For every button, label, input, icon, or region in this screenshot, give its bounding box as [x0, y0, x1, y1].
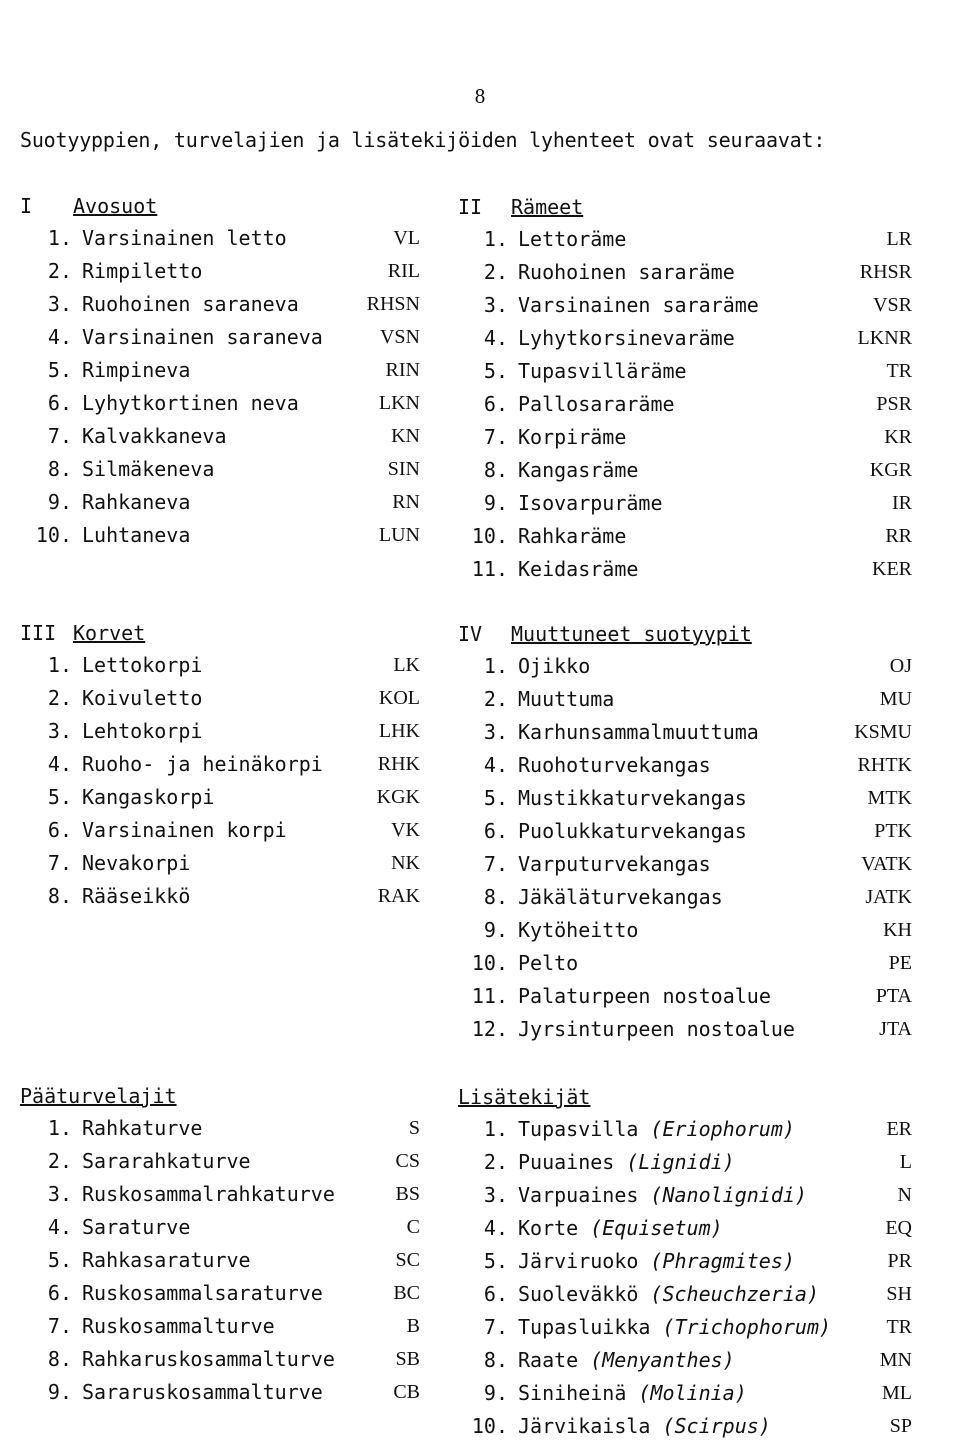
- item-number: 3.: [47, 1182, 72, 1206]
- item-latin-name: (Eriophorum): [650, 1117, 795, 1141]
- section-roman: II: [458, 195, 483, 219]
- item-name: Varsinainen letto: [82, 226, 287, 250]
- section-title: Pääturvelajit: [20, 1084, 177, 1108]
- item-abbreviation: KN: [391, 425, 420, 447]
- item-number: 3.: [483, 1183, 508, 1207]
- item-name: Nevakorpi: [82, 851, 191, 875]
- list-item: [20, 847, 420, 880]
- list-item: [20, 1244, 420, 1277]
- item-number: 8.: [483, 1348, 508, 1372]
- item-abbreviation: KSMU: [854, 721, 912, 743]
- item-abbreviation: MU: [879, 688, 912, 710]
- item-abbreviation: VATK: [861, 853, 912, 875]
- item-number: 8.: [47, 457, 72, 481]
- item-number: 1.: [47, 226, 72, 250]
- list-item: [458, 388, 912, 421]
- page-number: 8: [474, 84, 486, 108]
- item-abbreviation: LK: [393, 654, 420, 676]
- section-title: Rämeet: [511, 195, 584, 219]
- item-name: Ruoho- ja heinäkorpi: [82, 752, 323, 776]
- list-item: [20, 354, 420, 387]
- item-number: 4.: [483, 753, 508, 777]
- item-abbreviation: RR: [885, 525, 912, 547]
- item-number: 5.: [47, 785, 72, 809]
- section-title: Korvet: [73, 621, 146, 645]
- list-item: [458, 650, 912, 683]
- list-item: [20, 453, 420, 486]
- item-abbreviation: C: [406, 1216, 420, 1238]
- list-item: [458, 881, 912, 914]
- item-number: 8.: [483, 458, 508, 482]
- list-item: [458, 355, 912, 388]
- item-name: Tupasvilläräme: [518, 359, 687, 383]
- item-abbreviation: VL: [393, 227, 420, 249]
- item-abbreviation: KGK: [376, 786, 420, 808]
- list-item: [458, 487, 912, 520]
- item-number: 3.: [483, 720, 508, 744]
- item-name: Puolukkaturvekangas: [518, 819, 747, 843]
- item-number: 9.: [483, 1381, 508, 1405]
- item-number: 9.: [47, 1380, 72, 1404]
- section-paaturvelajit: [20, 1080, 420, 1409]
- abbreviation-list: [458, 1113, 912, 1443]
- item-number: 11.: [471, 984, 508, 1008]
- item-abbreviation: LR: [886, 228, 912, 250]
- item-abbreviation: BS: [395, 1183, 420, 1205]
- section-heading: [20, 617, 420, 649]
- item-abbreviation: IR: [892, 492, 912, 514]
- item-number: 2.: [483, 260, 508, 284]
- item-number: 3.: [483, 293, 508, 317]
- item-abbreviation: N: [897, 1184, 912, 1206]
- item-number: 7.: [47, 424, 72, 448]
- list-item: [458, 1410, 912, 1443]
- list-item: [458, 520, 912, 553]
- item-number: 5.: [47, 358, 72, 382]
- item-abbreviation: VK: [391, 819, 420, 841]
- item-number: 2.: [47, 686, 72, 710]
- list-item: [20, 781, 420, 814]
- item-abbreviation: MN: [879, 1349, 912, 1371]
- item-abbreviation: KOL: [378, 687, 420, 709]
- item-number: 8.: [47, 884, 72, 908]
- item-number: 1.: [483, 654, 508, 678]
- item-number: 9.: [47, 490, 72, 514]
- list-item: [20, 1343, 420, 1376]
- item-number: 9.: [483, 918, 508, 942]
- item-name: Kangaskorpi: [82, 785, 215, 809]
- item-latin-name: (Nanolignidi): [650, 1183, 807, 1207]
- item-abbreviation: OJ: [889, 655, 912, 677]
- abbreviation-list: [458, 223, 912, 586]
- item-abbreviation: PTK: [874, 820, 912, 842]
- item-name: Rahkaturve: [82, 1116, 203, 1140]
- list-item: [458, 322, 912, 355]
- list-item: [458, 1179, 912, 1212]
- item-number: 1.: [483, 227, 508, 251]
- item-number: 10.: [471, 1414, 508, 1438]
- item-abbreviation: RAK: [377, 885, 420, 907]
- item-abbreviation: RIN: [385, 359, 420, 381]
- list-item: [458, 749, 912, 782]
- item-abbreviation: RHK: [377, 753, 420, 775]
- list-item: [458, 782, 912, 815]
- list-item: [458, 223, 912, 256]
- item-name: Ruohoinen sararäme: [518, 260, 735, 284]
- item-abbreviation: PR: [887, 1250, 912, 1272]
- list-item: [458, 289, 912, 322]
- item-name: Rimpineva: [82, 358, 191, 382]
- item-number: 11.: [471, 557, 508, 581]
- list-item: [20, 1376, 420, 1409]
- list-item: [458, 454, 912, 487]
- item-name: Rahkaräme: [518, 524, 627, 548]
- item-abbreviation: SH: [886, 1283, 912, 1305]
- item-name: Ruskosammalsaraturve: [82, 1281, 323, 1305]
- list-item: [20, 1277, 420, 1310]
- item-name: Rahkasaraturve: [82, 1248, 251, 1272]
- list-item: [458, 1113, 912, 1146]
- abbreviation-list: [20, 222, 420, 552]
- item-number: 8.: [483, 885, 508, 909]
- item-number: 5.: [483, 359, 508, 383]
- item-name: Varputurvekangas: [518, 852, 711, 876]
- item-latin-name: (Equisetum): [590, 1216, 723, 1240]
- list-item: [458, 1245, 912, 1278]
- item-abbreviation: JTA: [879, 1018, 912, 1040]
- item-number: 7.: [483, 852, 508, 876]
- list-item: [458, 683, 912, 716]
- section-korvet: [20, 617, 420, 913]
- item-latin-name: (Lignidi): [626, 1150, 735, 1174]
- item-number: 6.: [483, 1282, 508, 1306]
- list-item: [458, 1146, 912, 1179]
- item-name: Saraturve: [82, 1215, 191, 1239]
- item-number: 6.: [47, 1281, 72, 1305]
- item-number: 5.: [47, 1248, 72, 1272]
- item-name: Lyhytkortinen neva: [82, 391, 299, 415]
- item-abbreviation: ML: [882, 1382, 912, 1404]
- list-item: [458, 1344, 912, 1377]
- list-item: [20, 420, 420, 453]
- list-item: [20, 1112, 420, 1145]
- list-item: [20, 519, 420, 552]
- item-name: Puuaines: [518, 1150, 615, 1174]
- item-name: Varsinainen korpi: [82, 818, 287, 842]
- item-abbreviation: RN: [392, 491, 420, 513]
- item-abbreviation: KGR: [869, 459, 912, 481]
- item-number: 10.: [471, 524, 508, 548]
- item-abbreviation: NK: [391, 852, 420, 874]
- item-abbreviation: CS: [395, 1150, 420, 1172]
- list-item: [458, 1377, 912, 1410]
- item-number: 5.: [483, 1249, 508, 1273]
- item-abbreviation: KR: [884, 426, 912, 448]
- item-number: 5.: [483, 786, 508, 810]
- item-name: Raate: [518, 1348, 579, 1372]
- item-number: 10.: [471, 951, 508, 975]
- item-abbreviation: LKN: [378, 392, 420, 414]
- item-latin-name: (Molinia): [638, 1381, 747, 1405]
- abbreviation-list: [20, 1112, 420, 1409]
- item-abbreviation: LHK: [378, 720, 420, 742]
- list-item: [458, 716, 912, 749]
- item-number: 1.: [47, 653, 72, 677]
- item-number: 6.: [47, 818, 72, 842]
- item-number: 6.: [483, 819, 508, 843]
- item-abbreviation: RHSR: [859, 261, 912, 283]
- item-number: 4.: [47, 1215, 72, 1239]
- item-name: Lyhytkorsinevaräme: [518, 326, 735, 350]
- item-abbreviation: CB: [393, 1381, 420, 1403]
- item-latin-name: (Trichophorum): [662, 1315, 832, 1339]
- item-number: 1.: [47, 1116, 72, 1140]
- abbreviation-list: [458, 650, 912, 1046]
- item-abbreviation: TR: [886, 1316, 912, 1338]
- list-item: [20, 1178, 420, 1211]
- section-heading: [20, 190, 420, 222]
- item-name: Tupasvilla: [518, 1117, 639, 1141]
- item-name: Jyrsinturpeen nostoalue: [518, 1017, 795, 1041]
- item-abbreviation: SC: [395, 1249, 420, 1271]
- item-abbreviation: LKNR: [857, 327, 912, 349]
- item-name: Järviruoko: [518, 1249, 639, 1273]
- item-number: 7.: [483, 425, 508, 449]
- list-item: [458, 553, 912, 586]
- item-name: Pelto: [518, 951, 579, 975]
- section-heading: [458, 1081, 912, 1113]
- item-number: 4.: [47, 752, 72, 776]
- item-name: Kytöheitto: [518, 918, 639, 942]
- item-abbreviation: RIL: [387, 260, 420, 282]
- item-number: 4.: [47, 325, 72, 349]
- item-name: Lettokorpi: [82, 653, 203, 677]
- list-item: [20, 814, 420, 847]
- item-number: 1.: [483, 1117, 508, 1141]
- item-name: Ruskosammalrahkaturve: [82, 1182, 335, 1206]
- item-number: 10.: [35, 523, 72, 547]
- item-name: Mustikkaturvekangas: [518, 786, 747, 810]
- item-abbreviation: VSN: [379, 326, 420, 348]
- list-item: [20, 387, 420, 420]
- list-item: [20, 255, 420, 288]
- section-heading: [458, 618, 912, 650]
- item-number: 7.: [47, 851, 72, 875]
- item-abbreviation: TR: [886, 360, 912, 382]
- item-abbreviation: EQ: [885, 1217, 912, 1239]
- item-latin-name: (Menyanthes): [590, 1348, 735, 1372]
- list-item: [458, 421, 912, 454]
- item-number: 12.: [471, 1017, 508, 1041]
- item-abbreviation: L: [899, 1151, 912, 1173]
- item-abbreviation: KH: [883, 919, 912, 941]
- item-latin-name: (Scirpus): [662, 1414, 771, 1438]
- item-abbreviation: S: [408, 1117, 420, 1139]
- list-item: [458, 1212, 912, 1245]
- list-item: [20, 486, 420, 519]
- item-name: Siniheinä: [518, 1381, 627, 1405]
- list-item: [458, 914, 912, 947]
- list-item: [20, 222, 420, 255]
- item-number: 4.: [483, 326, 508, 350]
- item-number: 2.: [47, 1149, 72, 1173]
- item-name: Varpuaines: [518, 1183, 639, 1207]
- item-name: Luhtaneva: [82, 523, 191, 547]
- item-name: Sararuskosammalturve: [82, 1380, 323, 1404]
- item-name: Jäkäläturvekangas: [518, 885, 723, 909]
- item-abbreviation: PE: [888, 952, 912, 974]
- item-number: 2.: [483, 1150, 508, 1174]
- intro-heading: Suotyyppien, turvelajien ja lisätekijöiden lyhenteet ovat seuraavat:: [20, 128, 826, 152]
- section-title: Muuttuneet suotyypit: [511, 622, 752, 646]
- item-name: Lettoräme: [518, 227, 627, 251]
- item-abbreviation: VSR: [873, 294, 912, 316]
- item-number: 2.: [483, 687, 508, 711]
- item-name: Rääseikkö: [82, 884, 191, 908]
- list-item: [20, 1310, 420, 1343]
- list-item: [458, 1278, 912, 1311]
- list-item: [20, 748, 420, 781]
- item-latin-name: (Scheuchzeria): [650, 1282, 819, 1306]
- item-name: Palaturpeen nostoalue: [518, 984, 771, 1008]
- item-abbreviation: JATK: [865, 886, 912, 908]
- item-number: 7.: [483, 1315, 508, 1339]
- item-name: Varsinainen sararäme: [518, 293, 759, 317]
- item-abbreviation: PSR: [876, 393, 912, 415]
- item-name: Sararahkaturve: [82, 1149, 251, 1173]
- item-abbreviation: PTA: [875, 985, 912, 1007]
- list-item: [20, 649, 420, 682]
- item-abbreviation: SIN: [387, 458, 420, 480]
- item-abbreviation: BC: [393, 1282, 420, 1304]
- item-name: Tupasluikka: [518, 1315, 651, 1339]
- item-number: 6.: [47, 391, 72, 415]
- item-latin-name: (Phragmites): [650, 1249, 795, 1273]
- section-title: Lisätekijät: [458, 1085, 591, 1109]
- item-name: Korte: [518, 1216, 579, 1240]
- item-name: Keidasräme: [518, 557, 639, 581]
- item-name: Karhunsammalmuuttuma: [518, 720, 759, 744]
- item-name: Isovarpuräme: [518, 491, 663, 515]
- item-name: Ruohoturvekangas: [518, 753, 711, 777]
- item-number: 9.: [483, 491, 508, 515]
- item-name: Silmäkeneva: [82, 457, 215, 481]
- list-item: [458, 947, 912, 980]
- item-name: Kalvakkaneva: [82, 424, 227, 448]
- item-name: Koivuletto: [82, 686, 203, 710]
- list-item: [20, 880, 420, 913]
- section-roman: I: [20, 194, 33, 218]
- list-item: [20, 715, 420, 748]
- section-heading: [458, 191, 912, 223]
- item-abbreviation: SB: [395, 1348, 420, 1370]
- item-abbreviation: LUN: [378, 524, 420, 546]
- item-name: Korpiräme: [518, 425, 627, 449]
- item-number: 3.: [47, 719, 72, 743]
- list-item: [458, 256, 912, 289]
- list-item: [458, 848, 912, 881]
- list-item: [458, 1013, 912, 1046]
- list-item: [458, 980, 912, 1013]
- section-roman: IV: [458, 622, 483, 646]
- item-abbreviation: RHTK: [857, 754, 912, 776]
- section-heading: [20, 1080, 420, 1112]
- item-abbreviation: B: [406, 1315, 420, 1337]
- item-number: 3.: [47, 292, 72, 316]
- list-item: [20, 1145, 420, 1178]
- section-muuttuneet: [458, 618, 912, 1046]
- list-item: [20, 1211, 420, 1244]
- section-rameet: [458, 191, 912, 586]
- item-abbreviation: ER: [886, 1118, 912, 1140]
- item-name: Ojikko: [518, 654, 591, 678]
- item-abbreviation: KER: [872, 558, 912, 580]
- item-name: Rahkaneva: [82, 490, 191, 514]
- item-name: Ruskosammalturve: [82, 1314, 275, 1338]
- section-title: Avosuot: [73, 194, 158, 218]
- item-name: Suoleväkkö: [518, 1282, 639, 1306]
- list-item: [458, 1311, 912, 1344]
- list-item: [20, 288, 420, 321]
- item-number: 8.: [47, 1347, 72, 1371]
- item-name: Lehtokorpi: [82, 719, 203, 743]
- item-number: 4.: [483, 1216, 508, 1240]
- item-name: Ruohoinen saraneva: [82, 292, 299, 316]
- item-number: 7.: [47, 1314, 72, 1338]
- item-name: Varsinainen saraneva: [82, 325, 323, 349]
- list-item: [458, 815, 912, 848]
- item-name: Järvikaisla: [518, 1414, 651, 1438]
- section-lisatekijat: [458, 1081, 912, 1443]
- list-item: [20, 321, 420, 354]
- item-abbreviation: RHSN: [366, 293, 420, 315]
- item-number: 6.: [483, 392, 508, 416]
- item-name: Rahkaruskosammalturve: [82, 1347, 335, 1371]
- abbreviation-list: [20, 649, 420, 913]
- item-name: Rimpiletto: [82, 259, 203, 283]
- section-roman: III: [20, 621, 57, 645]
- item-name: Pallosararäme: [518, 392, 675, 416]
- item-abbreviation: MTK: [867, 787, 912, 809]
- item-abbreviation: SP: [889, 1415, 912, 1437]
- section-avosuot: [20, 190, 420, 552]
- item-name: Kangasräme: [518, 458, 639, 482]
- item-number: 2.: [47, 259, 72, 283]
- item-name: Muuttuma: [518, 687, 615, 711]
- list-item: [20, 682, 420, 715]
